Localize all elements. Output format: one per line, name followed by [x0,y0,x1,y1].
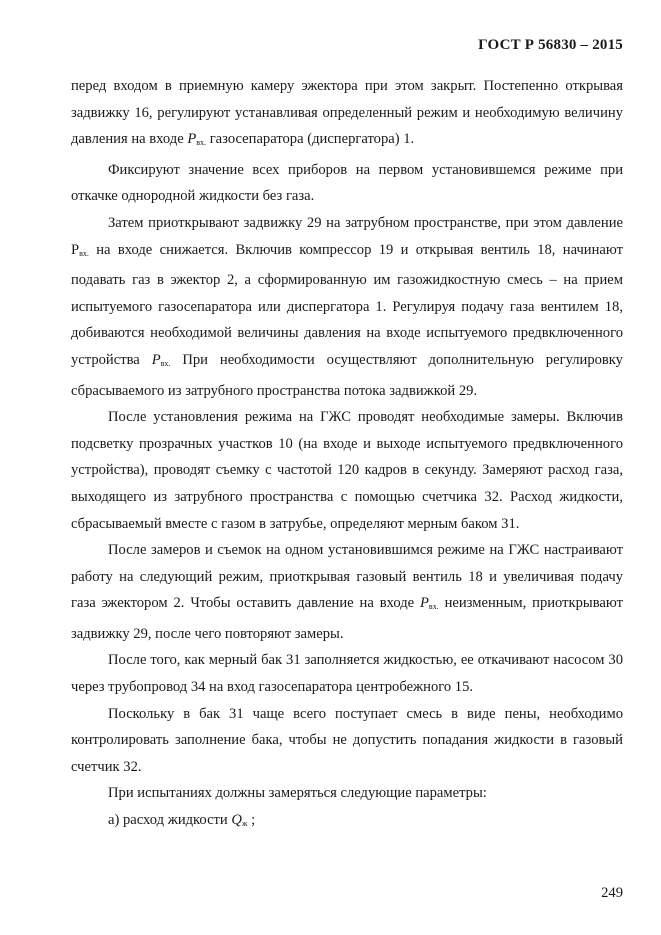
subscript-text: ж [241,819,248,829]
paragraph [71,404,623,537]
text-run: газосепаратора (диспергатора) 1. [206,131,415,148]
italic-symbol: Q [231,812,242,829]
italic-symbol: P [420,595,429,612]
subscript-text: вх. [196,138,207,148]
text-run: неизменным, приоткрывают задвижку 29, после чего повторяют замеры. [71,595,623,642]
paragraph [71,210,623,404]
standard-header: ГОСТ Р 56830 – 2015 [478,37,623,53]
text-run: на входе снижается. Включив компрессор 19 и открывая вентиль 18, начинают подавать газ в эжектор 2, а сформированную им газожидкостную смесь – на прием испытуемого газосепаратора или диспергатора 1. Регулируя подачу газа вентилем 18, добиваются необходимой величины давления на входе испытуемого предвключенного устройства [71,241,623,368]
text-run: При необходимости осуществляют дополнительную регулировку сбрасываемого из затрубного пространства потока задвижкой 29. [71,351,623,399]
document-body [71,73,623,838]
text-run: Фиксируют значение всех приборов на первом установившемся режиме при откачке однородной жидкости без газа. [71,161,623,205]
text-run: При испытаниях должны замеряться следующие параметры: [108,785,487,802]
text-run: После замеров и съемок на одном установившимся режиме на ГЖС настраивают работу на следующий режим, приоткрывая газовый вентиль 18 и увеличивая подачу газа эжектором 2. Чтобы оставить давление на входе [71,542,623,612]
text-run: а) расход жидкости [108,812,232,829]
subscript-text: вх. [160,358,171,368]
page-number: 249 [601,885,623,901]
paragraph [71,780,623,807]
subscript-text: вх. [428,602,439,612]
text-run: Затем приоткрывают задвижку 29 на затрубном пространстве, при этом давление Р [71,214,623,258]
paragraph [71,807,623,838]
text-run: ; [247,812,256,829]
paragraph [71,73,623,157]
italic-symbol: P [187,131,197,148]
text-run: После того, как мерный бак 31 заполняется жидкостью, ее откачивают насосом 30 через трубопровод 34 на вход газосепаратора центробежного 15. [71,652,623,696]
paragraph [71,157,623,210]
paragraph [71,537,623,647]
paragraph [71,647,623,700]
text-run: перед входом в приемную камеру эжектора при этом закрыт. Постепенно открывая задвижку 16, регулируют устанавливая определенный режим и необходимую величину давления на входе [71,78,623,148]
italic-symbol: P [151,351,161,368]
paragraph [71,701,623,781]
subscript-text: вх. [79,248,89,258]
text-run: Поскольку в бак 31 чаще всего поступает смесь в виде пены, необходимо контролировать заполнение бака, чтобы не допустить попадания жидкости в газовый счетчик 32. [71,705,623,775]
text-run: После установления режима на ГЖС проводят необходимые замеры. Включив подсветку прозрачных участков 10 (на входе и выходе испытуемого предвключенного устройства), проводят съемку с частотой 120 кадров в секунду. Замеряют расход газа, выходящего из затрубного пространства с помощью счетчика 32. Расход жидкости, сбрасываемый вместе с газом в затрубье, определяют мерным баком 31. [71,409,623,532]
